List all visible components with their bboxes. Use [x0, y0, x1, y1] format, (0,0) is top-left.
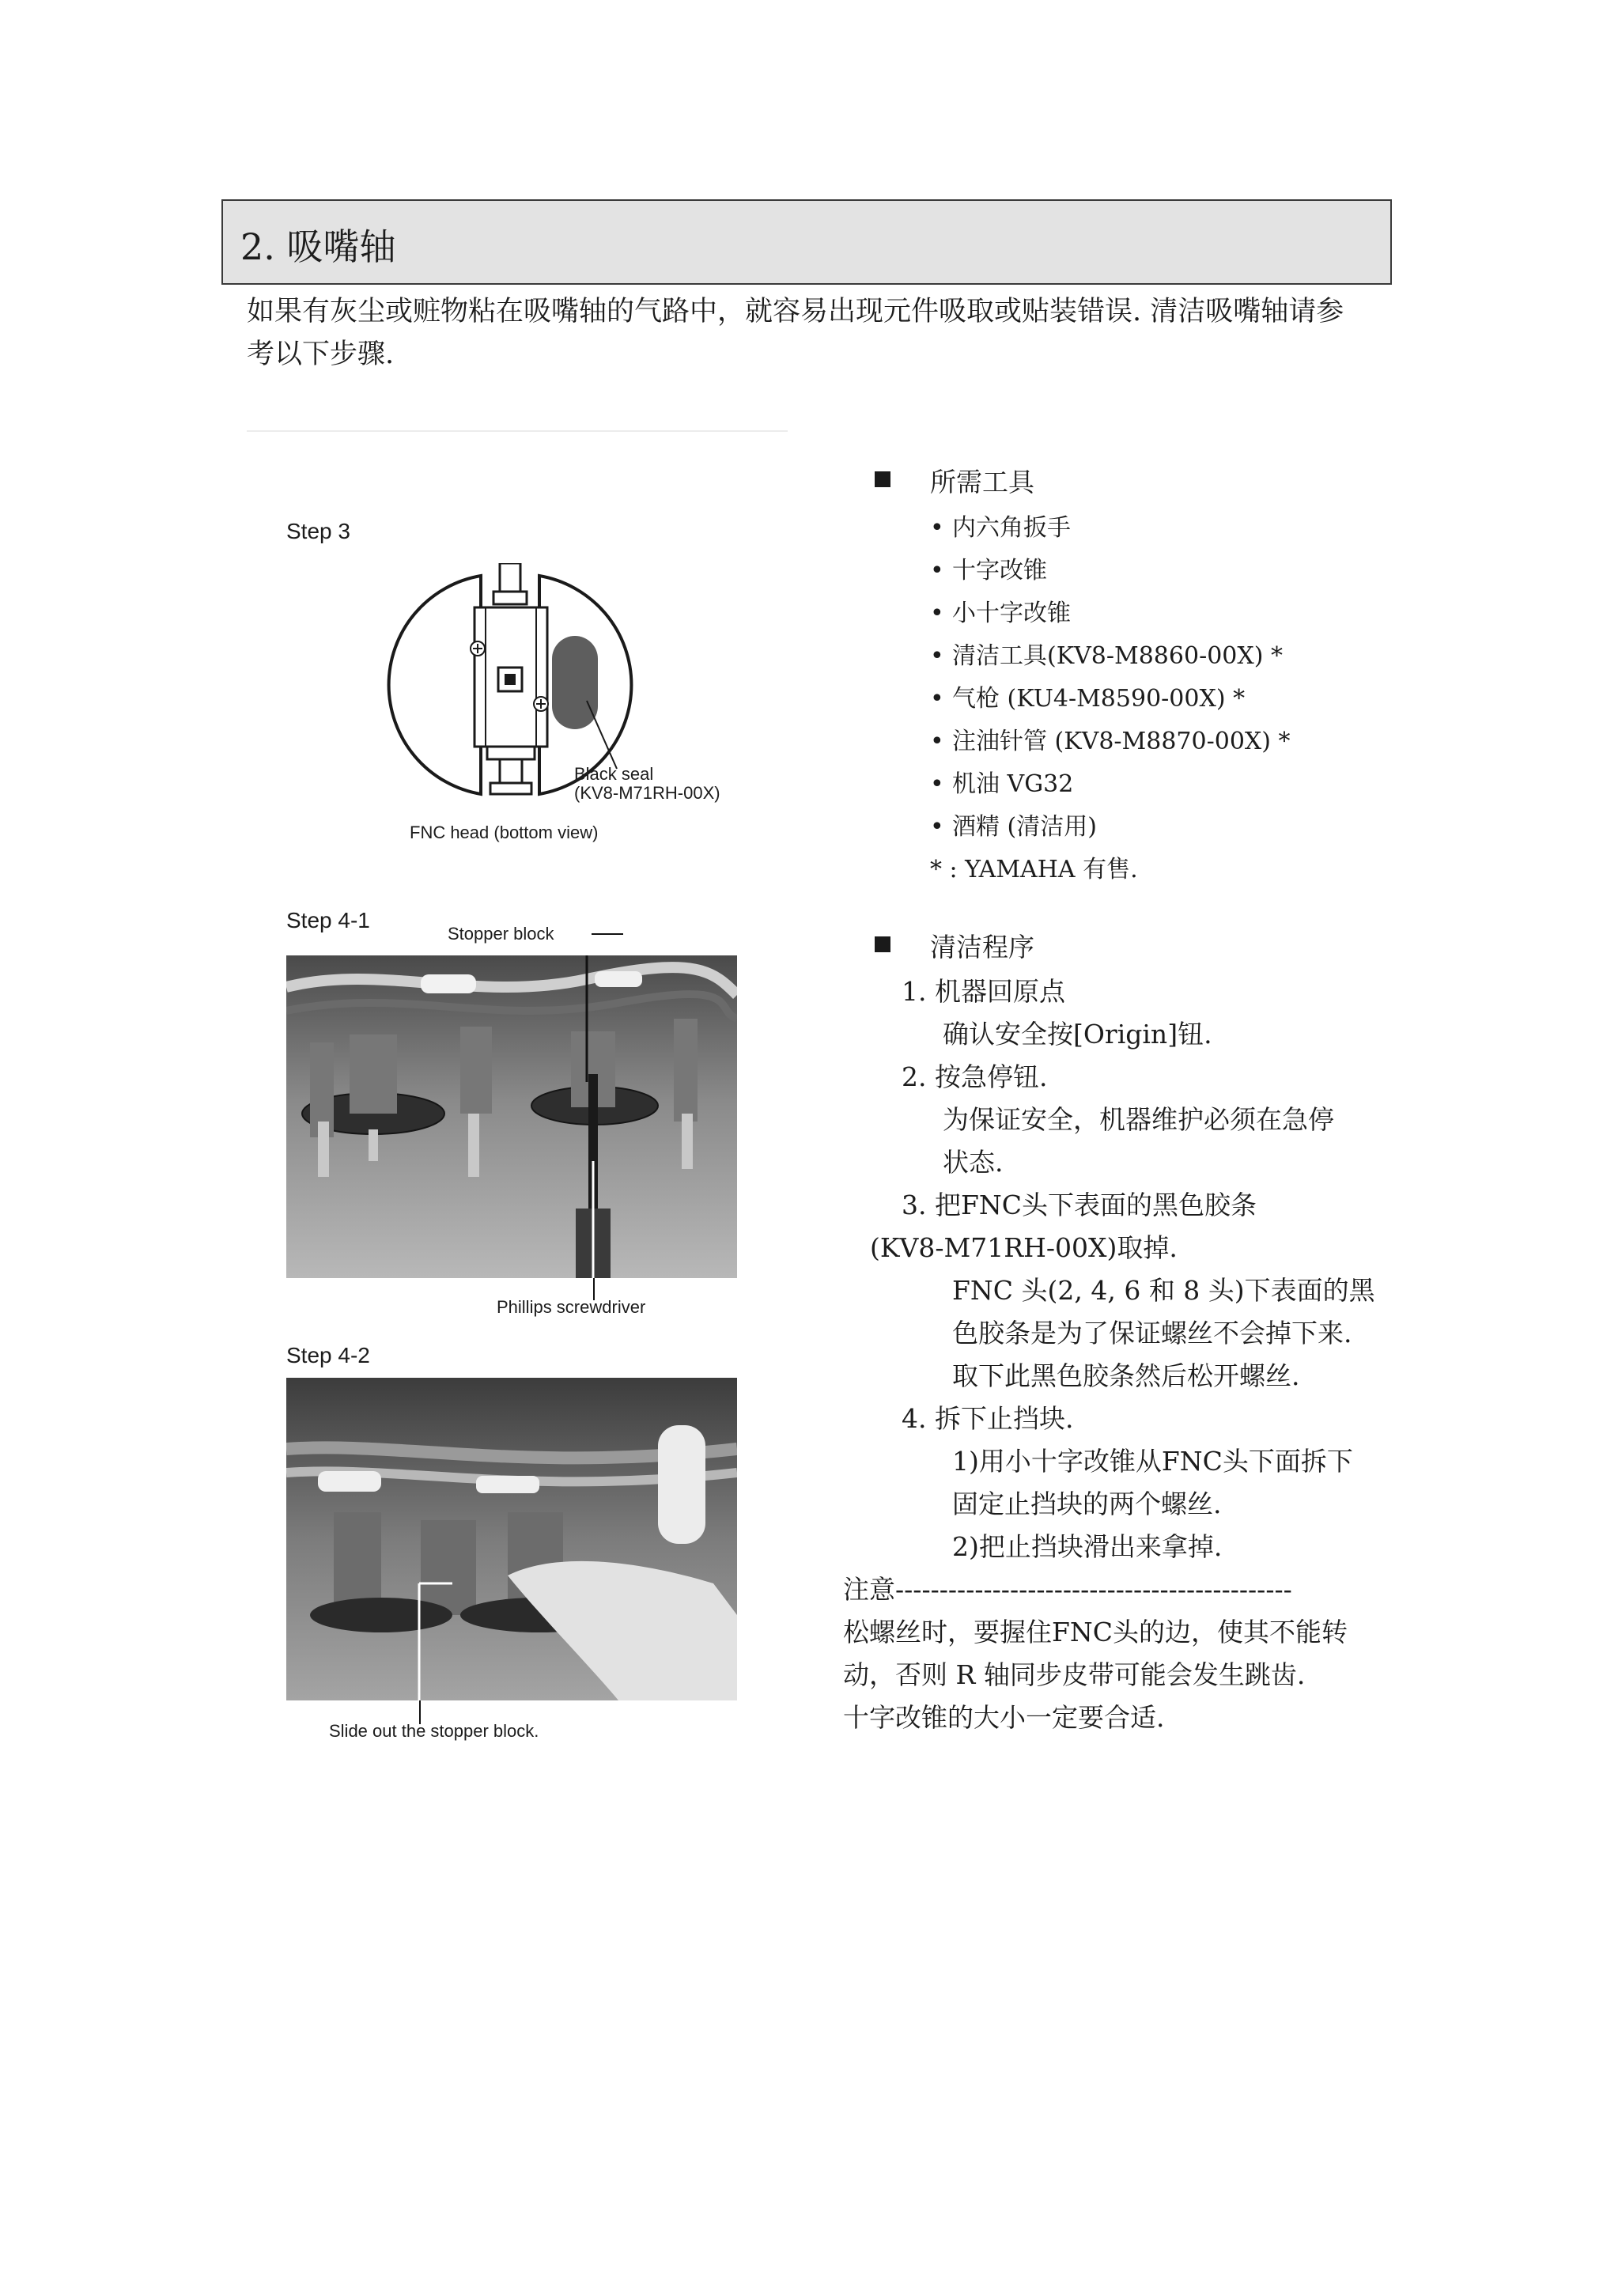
- procedure-step-3-title-2: (KV8-M71RH-00X)取掉.: [870, 1232, 1178, 1263]
- procedure-step-4-sub-1a: 1)用小十字改锥从FNC头下面拆下: [952, 1446, 1353, 1477]
- procedure-step-3-body-3: 取下此黑色胶条然后松开螺丝.: [952, 1360, 1300, 1391]
- section-header: [221, 199, 1392, 285]
- fnc-head-caption: FNC head (bottom view): [410, 823, 599, 842]
- procedure-step-3-body-2: 色胶条是为了保证螺丝不会掉下来.: [952, 1318, 1352, 1348]
- slide-out-callout: Slide out the stopper block.: [329, 1721, 539, 1741]
- divider: [247, 430, 788, 432]
- tool-item: • 清洁工具(KV8-M8860-00X) *: [930, 642, 1283, 670]
- procedure-step-4-title: 4. 拆下止挡块.: [902, 1403, 1074, 1434]
- step4-2-photo: [286, 1378, 737, 1700]
- tool-item: • 机油 VG32: [930, 770, 1074, 798]
- stopper-callout-line: [592, 933, 623, 935]
- step4-1-photo: [286, 955, 737, 1278]
- procedure-step-2-body-1: 为保证安全，机器维护必须在急停: [943, 1104, 1334, 1135]
- note-line-1: 松螺丝时，要握住FNC头的边，使其不能转: [843, 1617, 1348, 1647]
- procedure-heading: 清洁程序: [930, 932, 1034, 963]
- tool-item: • 注油针管 (KV8-M8870-00X) *: [930, 728, 1291, 755]
- procedure-step-1-body: 确认安全按[Origin]钮.: [943, 1019, 1212, 1050]
- procedure-bullet: [875, 936, 890, 952]
- step3-label: Step 3: [286, 519, 350, 543]
- procedure-step-2-body-2: 状态.: [943, 1147, 1004, 1178]
- procedure-step-3-body-1: FNC 头(2, 4, 6 和 8 头)下表面的黑: [952, 1275, 1375, 1306]
- procedure-step-4-sub-2: 2)把止挡块滑出来拿掉.: [952, 1531, 1223, 1562]
- note-line-3: 十字改锥的大小一定要合适.: [843, 1702, 1165, 1733]
- tool-item: • 小十字改锥: [930, 600, 1071, 627]
- tools-footnote: * : YAMAHA 有售.: [930, 856, 1138, 883]
- stopper-block-callout: Stopper block: [448, 924, 554, 944]
- note-heading: 注意---------------------------------------------: [843, 1574, 1292, 1605]
- fnc-head-diagram: [380, 563, 728, 816]
- black-seal-part-number: (KV8-M71RH-00X): [574, 783, 720, 803]
- black-seal-label: Black seal: [574, 764, 654, 784]
- tool-item: • 气枪 (KU4-M8590-00X) *: [930, 685, 1246, 713]
- procedure-step-2-title: 2. 按急停钮.: [902, 1061, 1048, 1092]
- note-line-2: 动，否则 R 轴同步皮带可能会发生跳齿.: [843, 1659, 1306, 1690]
- tool-item: • 内六角扳手: [930, 514, 1071, 542]
- step4-2-label: Step 4-2: [286, 1343, 370, 1367]
- intro-line-2: 考以下步骤.: [247, 339, 395, 370]
- tool-item: • 酒精 (清洁用): [930, 813, 1097, 841]
- section-title: 2. 吸嘴轴: [240, 225, 396, 268]
- step4-1-label: Step 4-1: [286, 908, 370, 932]
- tool-item: • 十字改锥: [930, 557, 1047, 584]
- procedure-step-4-sub-1b: 固定止挡块的两个螺丝.: [952, 1488, 1222, 1519]
- procedure-step-3-title: 3. 把FNC头下表面的黑色胶条: [902, 1190, 1257, 1220]
- tools-heading: 所需工具: [930, 467, 1034, 497]
- tools-bullet: [875, 471, 890, 487]
- intro-line-1: 如果有灰尘或赃物粘在吸嘴轴的气路中，就容易出现元件吸取或贴装错误. 清洁吸嘴轴请参: [247, 296, 1344, 327]
- procedure-step-1-title: 1. 机器回原点: [902, 976, 1065, 1007]
- screwdriver-callout: Phillips screwdriver: [497, 1297, 646, 1317]
